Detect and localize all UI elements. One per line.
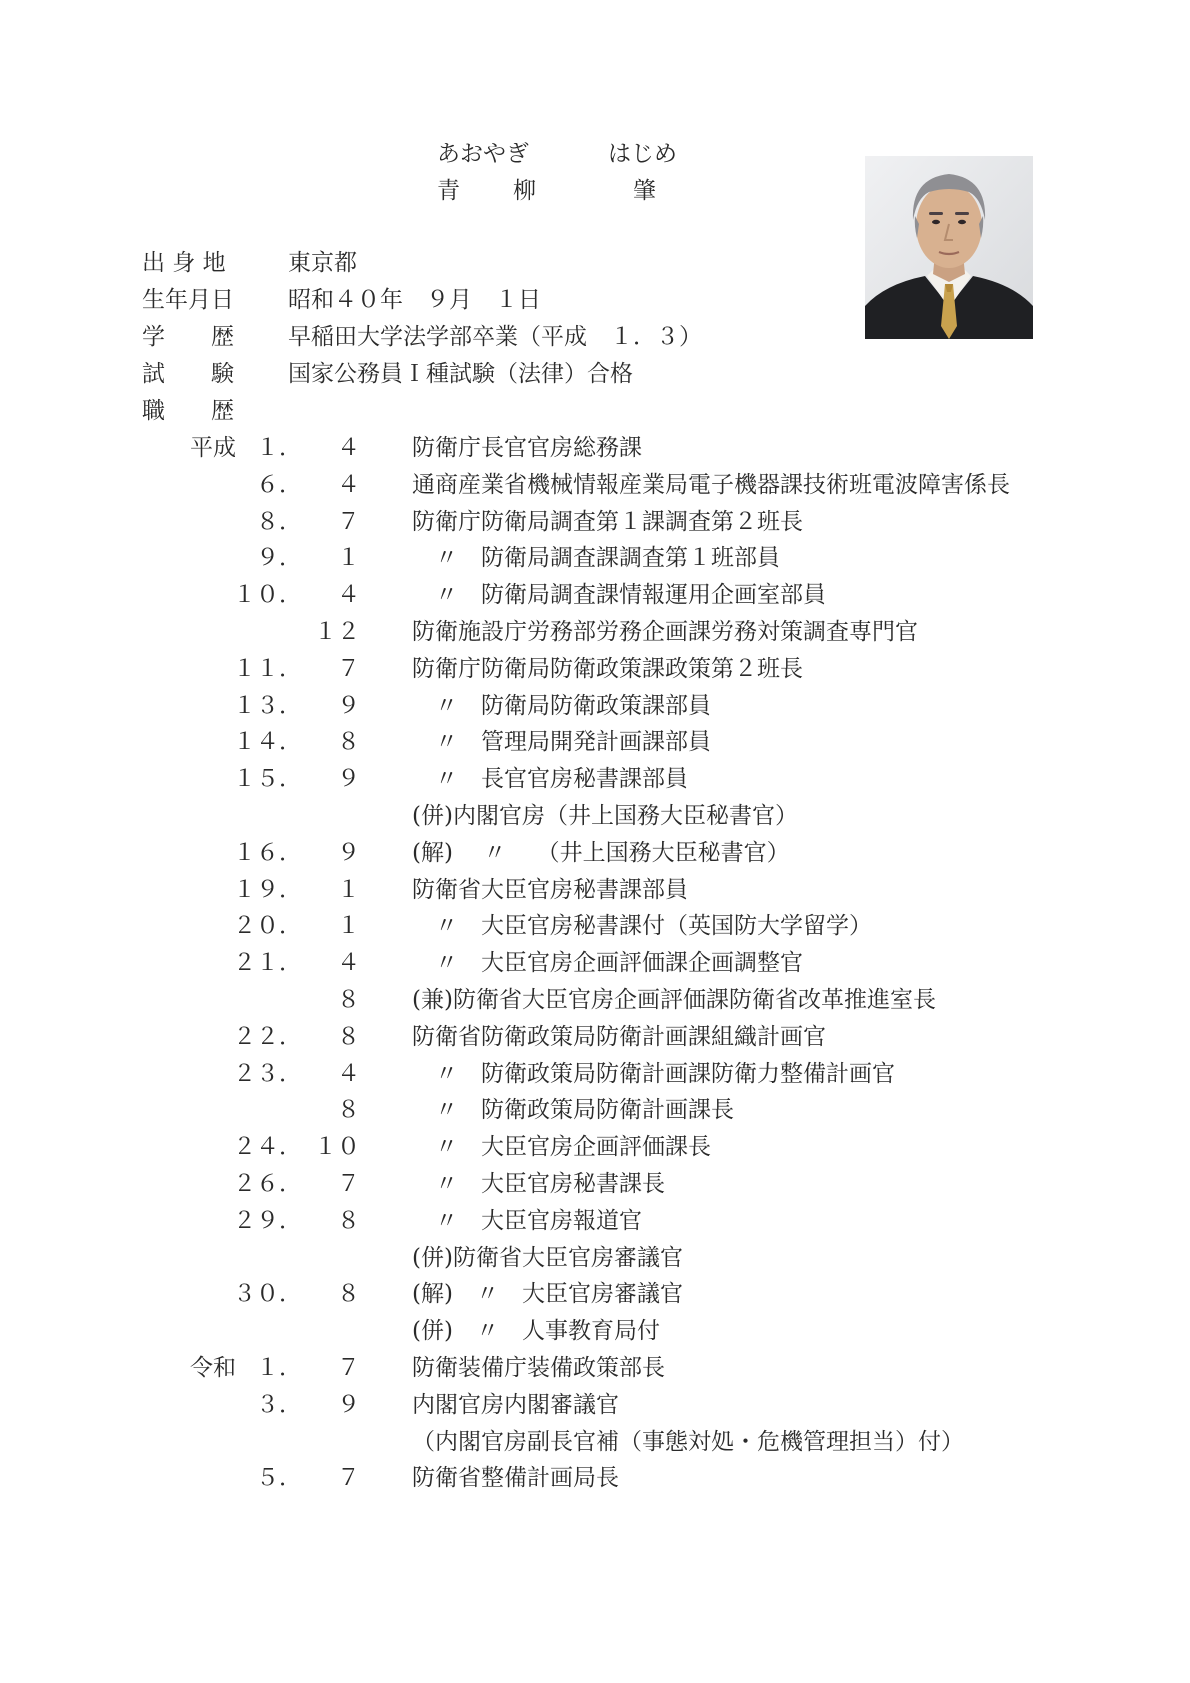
career-month: ９ (337, 693, 360, 719)
career-position: 防衛省大臣官房秘書課部員 (412, 877, 688, 903)
career-position: (併)内閣官房（井上国務大臣秘書官） (412, 803, 798, 829)
career-position: 〃 防衛局調査課調査第１班部員 (412, 545, 780, 571)
profile-label-education: 学 歴 (142, 324, 234, 350)
career-position: 防衛施設庁労務部労務企画課労務対策調査専門官 (412, 619, 918, 645)
career-year: ６． (256, 472, 302, 498)
profile-value-birthdate: 昭和４０年 ９月 １日 (288, 287, 541, 313)
career-position: (併) 〃 人事教育局付 (412, 1318, 660, 1344)
profile-value-exam: 国家公務員Ｉ種試験（法律）合格 (288, 361, 633, 387)
career-year: １３． (233, 693, 302, 719)
career-position: 防衛省防衛政策局防衛計画課組織計画官 (412, 1024, 826, 1050)
profile-label-birthdate: 生年月日 (142, 287, 234, 313)
career-position: 〃 大臣官房秘書課付（英国防大学留学） (412, 913, 872, 939)
career-month: ４ (337, 1061, 360, 1087)
name-reading-family: あおやぎ (437, 141, 529, 167)
career-month: ７ (337, 1171, 360, 1197)
career-year: ２２． (233, 1024, 302, 1050)
name-given: 肇 (633, 178, 656, 204)
career-month: ９ (337, 840, 360, 866)
profile-label-birthplace: 出 身 地 (142, 250, 226, 276)
career-year: １０． (233, 582, 302, 608)
career-month: １０ (314, 1134, 360, 1160)
career-month: １ (337, 545, 360, 571)
career-year: ２６． (233, 1171, 302, 1197)
profile-value-birthplace: 東京都 (288, 250, 357, 276)
name-reading-given: はじめ (608, 141, 677, 167)
career-era: 令和 (190, 1355, 236, 1381)
career-month: １ (337, 877, 360, 903)
career-year: １． (256, 435, 302, 461)
career-position: 〃 管理局開発計画課部員 (412, 729, 711, 755)
career-year: ８． (256, 509, 302, 535)
career-position: 〃 大臣官房企画評価課長 (412, 1134, 711, 1160)
profile-label-career: 職 歴 (142, 398, 234, 424)
career-position: (解) 〃 （井上国務大臣秘書官） (412, 840, 790, 866)
career-month: ８ (337, 987, 360, 1013)
career-position: 〃 長官官房秘書課部員 (412, 766, 688, 792)
career-year: １５． (233, 766, 302, 792)
career-month: ７ (337, 1355, 360, 1381)
career-position: 〃 大臣官房企画評価課企画調整官 (412, 950, 803, 976)
career-month: ８ (337, 1024, 360, 1050)
career-position: 〃 防衛政策局防衛計画課長 (412, 1097, 734, 1123)
career-year: ３０． (233, 1281, 302, 1307)
career-year: １１． (233, 656, 302, 682)
career-year: ２９． (233, 1208, 302, 1234)
career-year: ９． (256, 545, 302, 571)
career-year: ３． (256, 1392, 302, 1418)
career-year: ５． (256, 1465, 302, 1491)
career-month: ７ (337, 509, 360, 535)
career-position: 防衛庁防衛局調査第１課調査第２班長 (412, 509, 803, 535)
career-year: １４． (233, 729, 302, 755)
career-position: 防衛庁長官官房総務課 (412, 435, 642, 461)
career-month: ４ (337, 950, 360, 976)
career-month: ８ (337, 1208, 360, 1234)
career-year: ２３． (233, 1061, 302, 1087)
career-position: 〃 大臣官房報道官 (412, 1208, 642, 1234)
career-month: ８ (337, 1097, 360, 1123)
career-month: ４ (337, 582, 360, 608)
career-month: ９ (337, 766, 360, 792)
career-position: (併)防衛省大臣官房審議官 (412, 1245, 683, 1271)
career-month: ９ (337, 1392, 360, 1418)
career-position: 〃 防衛局調査課情報運用企画室部員 (412, 582, 826, 608)
career-position: 〃 大臣官房秘書課長 (412, 1171, 665, 1197)
career-year: １６． (233, 840, 302, 866)
name-family-char-1: 青 (437, 178, 460, 204)
career-month: １２ (314, 619, 360, 645)
career-position: (解) 〃 大臣官房審議官 (412, 1281, 683, 1307)
career-year: １９． (233, 877, 302, 903)
name-family-char-2: 柳 (513, 178, 536, 204)
career-month: ７ (337, 656, 360, 682)
career-year: ２０． (233, 913, 302, 939)
career-month: ４ (337, 472, 360, 498)
career-month: ７ (337, 1465, 360, 1491)
career-position: 〃 防衛局防衛政策課部員 (412, 693, 711, 719)
career-position: 〃 防衛政策局防衛計画課防衛力整備計画官 (412, 1061, 895, 1087)
profile-label-exam: 試 験 (142, 361, 234, 387)
career-position: 防衛省整備計画局長 (412, 1465, 619, 1491)
profile-value-education: 早稲田大学法学部卒業（平成 １．３） (288, 324, 702, 350)
career-position: 通商産業省機械情報産業局電子機器課技術班電波障害係長 (412, 472, 1010, 498)
career-position: 防衛装備庁装備政策部長 (412, 1355, 665, 1381)
career-era: 平成 (190, 435, 236, 461)
career-month: １ (337, 913, 360, 939)
career-month: ８ (337, 1281, 360, 1307)
career-month: ４ (337, 435, 360, 461)
career-position: （内閣官房副長官補（事態対処・危機管理担当）付） (412, 1429, 964, 1455)
career-position: (兼)防衛省大臣官房企画評価課防衛省改革推進室長 (412, 987, 936, 1013)
career-month: ８ (337, 729, 360, 755)
portrait-photo (865, 156, 1033, 339)
career-year: ２４． (233, 1134, 302, 1160)
career-position: 防衛庁防衛局防衛政策課政策第２班長 (412, 656, 803, 682)
career-year: ２１． (233, 950, 302, 976)
career-year: １． (256, 1355, 302, 1381)
career-position: 内閣官房内閣審議官 (412, 1392, 619, 1418)
portrait-illustration (865, 156, 1033, 339)
